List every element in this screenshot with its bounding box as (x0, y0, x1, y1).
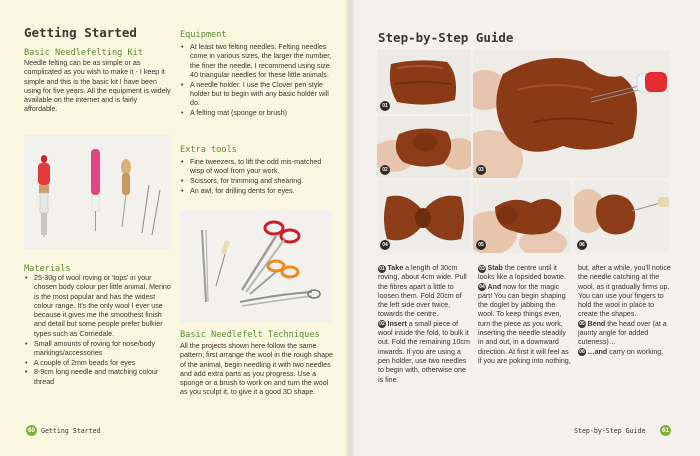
heading-basic-kit: Basic Needlefelting Kit (24, 48, 143, 58)
step-text: carry on working. (607, 347, 664, 356)
step-keyword: …and (587, 347, 608, 356)
techniques-paragraph: All the projects shown here follow the same pattern; first arrange the wool in the rough shape of the animal, begin needling it with two needles and add extra parts as you progress. Use a sponge or a brush to work on and turn the wool as you sculpt it, to give it a good 3D shape. (180, 342, 334, 397)
step-column-3 (578, 264, 672, 357)
step-keyword: Insert (387, 319, 407, 328)
extra-tools-item: • Scissors, for trimming and shearing. (190, 177, 332, 186)
step-number: 04 (479, 284, 485, 291)
step-keyword: Bend (587, 319, 606, 328)
step-01 (378, 264, 472, 320)
footer-label-right: Step-by-Step Guide (574, 427, 646, 435)
step-column-2 (478, 264, 572, 366)
materials-list (24, 274, 174, 388)
step-badge: 01 (380, 101, 390, 111)
materials-item: • Small amounts of roving for nose/body markings/accessories (34, 340, 174, 359)
step-keyword: And (487, 282, 502, 291)
step-04-continued: but, after a while, you'll notice the needle catching at the wool, as it gradually firms up. You can use your fingers to hold the wool in place to create the shapes. (578, 264, 671, 319)
basic-kit-text (24, 59, 172, 115)
step-keyword: Take (387, 264, 404, 272)
heading-techniques: Basic Needlefelt Techniques (180, 330, 320, 340)
footer-label-left: Getting Started (41, 427, 101, 435)
step-05 (578, 320, 672, 348)
step-02 (378, 320, 472, 385)
heading-equipment: Equipment (180, 30, 227, 40)
step-text: a small piece of wool inside the fold, to bulk it out. Fold the remaining 10cm inwards. If you are using a pen holder, use two needles to begin with, otherwise one is fine. (378, 319, 470, 384)
step-number: 05 (579, 321, 585, 328)
step-badge: 05 (476, 240, 486, 250)
step-column-1 (378, 264, 472, 385)
step-text: the head over (at a jaunty angle for added cuteness)… (578, 319, 667, 347)
equipment-item: • A needle holder. I use the Clover pen style holder but to begin with any basic holder will do. (190, 81, 332, 109)
step-number: 06 (579, 349, 585, 356)
step-photo-06 (574, 181, 669, 253)
heading-materials: Materials (24, 264, 71, 274)
step-badge: 06 (577, 240, 587, 250)
materials-item: • 25-30g of wool roving or 'tops' in your chosen body colour per little animal. Merino is the most popular and has the widest colour range. It's the only wool I ever use because it gives me the smoothest finish and detail but some people prefer bulkier types such as Corriedale. (34, 274, 174, 339)
felting-kit-photo (24, 135, 172, 249)
step-number: 01 (379, 265, 385, 272)
extra-tools-item: • Fine tweezers, to lift the odd mis-matched wisp of wool from your work. (190, 158, 332, 177)
extra-tools-item: • An awl, for drilling dents for eyes. (190, 187, 332, 196)
extra-tools-photo (180, 210, 332, 322)
step-badge: 04 (380, 240, 390, 250)
step-badge: 02 (380, 165, 390, 175)
step-text: a length of 30cm roving, about 4cm wide. Pull the fibres apart a little to loosen them. Fold 20cm of the left side over twice, towards the centre. (378, 264, 467, 319)
heading-extra-tools: Extra tools (180, 145, 237, 155)
step-photo-03 (377, 181, 471, 253)
step-text: now for the magic part! You can begin shaping the doglet by jabbing the wool. To keep things even, turn the piece as you work, inserting the needle steadily in and out, in a downward direction. At first it will feel as if you are poking into nothing, (478, 282, 571, 365)
step-04 (478, 283, 572, 367)
page-number-right: 61 (661, 427, 670, 434)
equipment-list (180, 43, 332, 119)
book-gutter (346, 0, 354, 456)
techniques-text (180, 342, 334, 398)
step-06 (578, 348, 672, 357)
equipment-item: • A felting mat (sponge or brush) (190, 109, 332, 118)
step-keyword: Stab (487, 264, 503, 272)
step-photo-01 (377, 50, 471, 114)
materials-item: • 8-9cm long needle and matching colour thread (34, 368, 174, 387)
step-badge: 03 (476, 165, 486, 175)
basic-kit-paragraph: Needle felting can be as simple or as complicated as you wish to make it - I keep it simple and this is the basic kit I have been using for five years. All the equipment is widely available on the internet and is fairly affordable. (24, 59, 171, 114)
page-title-step-guide: Step-by-Step Guide (378, 30, 514, 45)
step-text: the centre until it looks like a lopsided bowtie. (478, 264, 566, 282)
step-photo-04 (473, 50, 669, 178)
page-title-getting-started: Getting Started (24, 25, 137, 40)
step-number: 02 (379, 321, 385, 328)
materials-item: • A couple of 2mm beads for eyes (34, 359, 174, 368)
step-number: 03 (479, 265, 485, 272)
extra-tools-list (180, 158, 332, 197)
equipment-item: • At least two felting needles. Felting needles come in various sizes, the larger the number, the finer the needle. I recommend using size 40 triangular needles for these little animals. (190, 43, 332, 80)
step-photo-05 (473, 181, 571, 253)
page-number-left: 60 (27, 427, 36, 434)
step-03 (478, 264, 572, 283)
step-photo-02 (377, 116, 471, 178)
